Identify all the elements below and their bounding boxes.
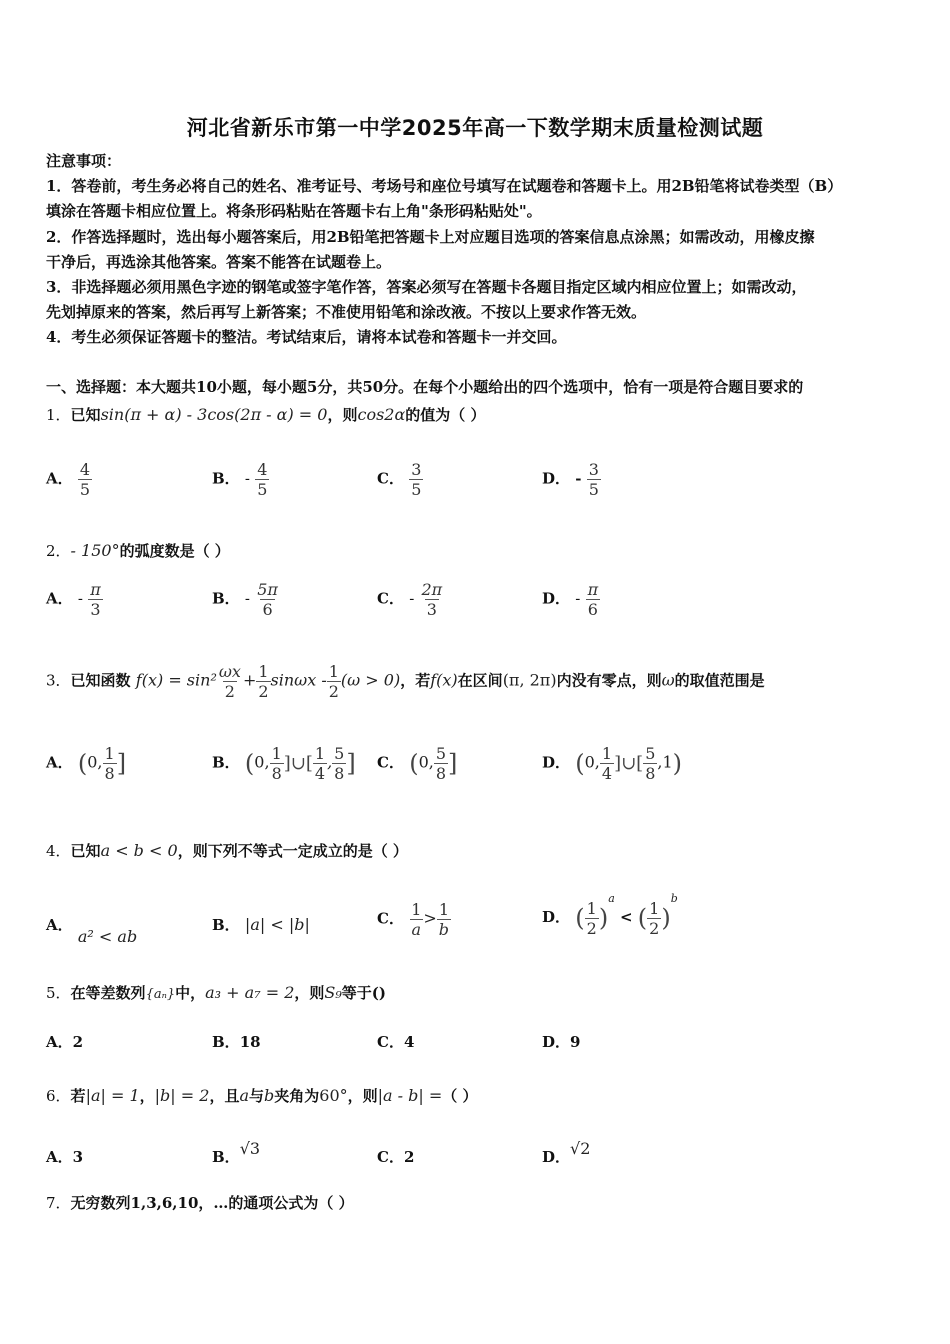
question-text: 已知 (70, 406, 101, 424)
q3-option-b[interactable] (212, 744, 356, 783)
q5-option-b[interactable] (212, 1031, 261, 1052)
numerator: 1 (328, 662, 339, 681)
option-value: 18 (239, 1033, 261, 1051)
option-label: D． (542, 469, 571, 488)
question-text: 的值为（ ） (405, 406, 486, 424)
denominator: 2 (649, 918, 660, 938)
numerator: 2π (421, 580, 443, 599)
paren: ] (448, 749, 458, 778)
question-number: 2． (46, 542, 71, 560)
exponent: b (670, 892, 678, 905)
fraction (88, 580, 103, 619)
denominator: 6 (262, 600, 273, 619)
formula: |a - b| = (377, 1086, 443, 1105)
option-label: A． (46, 1033, 73, 1051)
sequence: {aₙ} (145, 987, 176, 1002)
fraction (313, 744, 327, 783)
option-value: 2 (72, 1033, 84, 1051)
union: ]∪[ (283, 753, 313, 774)
denominator: 2 (258, 682, 269, 701)
sign: - (244, 469, 250, 488)
fraction (587, 460, 601, 499)
numerator: 1 (314, 744, 326, 763)
q4-option-c[interactable] (377, 900, 451, 939)
q2-option-b[interactable] (212, 580, 280, 619)
formula: cos2α (357, 405, 406, 424)
option-label: B． (212, 589, 240, 608)
omega-symbol: ω (661, 670, 675, 690)
option-label: D． (542, 908, 571, 926)
option-label: D． (542, 589, 571, 608)
paren: ] (116, 749, 127, 778)
question-text: ，则 (294, 984, 325, 1002)
formula: f(x) (430, 670, 458, 690)
question-text: ， (139, 1087, 155, 1105)
fraction (434, 744, 448, 783)
question-number: 5． (46, 984, 71, 1002)
formula: |a| = 1 (85, 1086, 140, 1105)
option-label: D． (542, 753, 571, 772)
question-number: 7． (46, 1194, 71, 1212)
question-text: 在等差数列 (70, 984, 146, 1002)
fraction (256, 662, 270, 701)
denominator: 8 (645, 764, 656, 783)
lt-sign: < (619, 908, 633, 926)
option-value: √3 (239, 1139, 261, 1158)
option-label: B． (212, 469, 240, 488)
numerator: 5π (257, 580, 278, 599)
numerator: 1 (601, 744, 613, 763)
formula: S₉ (324, 983, 342, 1002)
numerator: 5 (334, 744, 345, 763)
notice-line-3a: 3．非选择题必须用黑色字迹的钢笔或签字笔作答，答案必须写在答题卡各题目指定区域内相应位置上；如需改动， (46, 278, 807, 296)
numerator: 4 (257, 460, 268, 479)
paren: ( (77, 749, 88, 778)
question-text: ，且 (209, 1087, 240, 1105)
option-label: C． (377, 1148, 404, 1166)
option-label: D． (542, 1033, 571, 1051)
question-text: 已知 (70, 842, 101, 860)
comma: , (327, 752, 333, 772)
denominator: 5 (79, 480, 91, 499)
denominator: 8 (104, 764, 115, 783)
option-label: A． (46, 916, 73, 934)
fraction (586, 580, 601, 619)
denominator: 8 (334, 764, 345, 783)
denominator: 5 (411, 480, 422, 499)
formula: a < b < 0 (100, 841, 178, 860)
denominator: a (411, 920, 422, 939)
question-text: ，则 (347, 1087, 378, 1105)
denominator: 2 (586, 918, 597, 938)
fraction (437, 900, 451, 939)
numerator: 1 (438, 900, 449, 919)
question-text: （ ） (442, 1087, 478, 1105)
condition: (ω > 0) (340, 670, 401, 690)
denominator: b (438, 920, 450, 939)
value: 0, (254, 752, 270, 772)
fraction (600, 744, 614, 783)
numerator: π (90, 580, 101, 599)
question-6 (46, 1085, 478, 1106)
numerator: 1 (104, 744, 115, 763)
question-7 (46, 1192, 354, 1213)
q3-option-a[interactable] (46, 744, 126, 783)
question-text: 的取值范围是 (674, 671, 765, 690)
formula: sin(π + α) - 3cos(2π - α) = 0 (100, 405, 328, 424)
value: 0, (418, 752, 434, 772)
q1-option-a[interactable] (46, 460, 92, 499)
question-text: 等于() (341, 984, 386, 1002)
numerator: 3 (588, 460, 599, 479)
fraction (409, 460, 423, 499)
option-label: A． (46, 753, 73, 772)
denominator: 2 (328, 682, 339, 701)
inequality: a² < ab (77, 927, 138, 946)
q6-option-c[interactable] (377, 1146, 414, 1167)
sign: - (244, 589, 250, 608)
question-text: 在区间 (457, 671, 503, 690)
question-text: 与 (249, 1087, 265, 1105)
option-label: C． (377, 753, 404, 772)
numerator: 5 (435, 744, 447, 763)
option-label: C． (377, 469, 404, 488)
q6-option-a[interactable] (46, 1146, 83, 1167)
numerator: 1 (271, 744, 282, 763)
fraction (332, 744, 346, 783)
fraction (420, 580, 445, 619)
notice-line-4: 4．考生必须保证答题卡的整洁。考试结束后，请将本试卷和答题卡一并交回。 (46, 328, 567, 346)
numerator: 1 (411, 900, 422, 919)
exponent: a (608, 892, 615, 905)
notice-line-3b: 先划掉原来的答案，然后再写上新答案；不准使用铅笔和涂改液。不按以上要求作答无效。 (46, 303, 647, 321)
option-label: B． (212, 1033, 240, 1051)
vector: a (239, 1086, 249, 1105)
formula: a₃ + a₇ = 2 (205, 983, 295, 1002)
value: 0, (87, 752, 103, 772)
paren: ] (346, 749, 356, 778)
option-label: A． (46, 589, 73, 608)
numerator: ωx (218, 662, 241, 681)
denominator: 4 (314, 764, 326, 783)
fraction (327, 662, 341, 701)
interval: (π, 2π) (502, 670, 557, 690)
q2-option-a[interactable] (46, 580, 103, 619)
option-label: B． (212, 1148, 240, 1166)
denominator: 2 (224, 682, 235, 701)
question-number: 3． (46, 671, 71, 690)
value: ,1 (657, 752, 673, 772)
question-number: 1． (46, 406, 71, 424)
fraction (585, 899, 599, 938)
numerator: π (587, 580, 599, 599)
numerator: 1 (649, 898, 660, 918)
plus-sign: + (242, 670, 257, 690)
denominator: 5 (257, 480, 268, 499)
formula: - 150° (70, 541, 120, 560)
q3-option-d[interactable] (542, 744, 682, 783)
option-label: C． (377, 589, 404, 608)
q1-option-c[interactable] (377, 460, 423, 499)
notice-line-2b: 干净后，再选涂其他答案。答案不能答在试题卷上。 (46, 253, 392, 271)
question-2 (46, 540, 230, 561)
sign: - (575, 469, 582, 488)
notice-line-2a: 2．作答选择题时，选出每小题答案后，用2B铅笔把答题卡上对应题目选项的答案信息点涂黑；如需改动，用橡皮擦 (46, 228, 815, 246)
page-title: 河北省新乐市第一中学2025年高一下数学期末质量检测试题 (186, 116, 764, 140)
option-label: C． (377, 909, 404, 928)
q4-option-d[interactable] (542, 892, 678, 938)
option-value: 4 (403, 1033, 415, 1051)
denominator: 4 (601, 764, 613, 783)
gt-sign: > (423, 908, 437, 928)
fraction (270, 744, 284, 783)
q2-option-c[interactable] (377, 580, 444, 619)
question-text: 夹角为 (274, 1087, 320, 1105)
option-label: B． (212, 753, 240, 772)
inequality: |a| < |b| (244, 915, 310, 934)
denominator: 3 (426, 600, 437, 619)
option-label: A． (46, 469, 73, 488)
q4-option-b[interactable] (212, 914, 310, 935)
option-value: √2 (570, 1139, 591, 1158)
denominator: 5 (588, 480, 599, 499)
paren: ( (409, 749, 419, 778)
q2-option-d[interactable] (542, 580, 600, 619)
fraction (78, 460, 92, 499)
denominator: 3 (90, 600, 101, 619)
question-5 (46, 982, 386, 1003)
value: 0, (584, 752, 600, 772)
question-number: 4． (46, 842, 71, 860)
paren: ) (598, 904, 609, 932)
numerator: 3 (411, 460, 422, 479)
angle: 60° (319, 1086, 348, 1105)
q6-option-d[interactable] (542, 1139, 591, 1167)
option-label: A． (46, 1148, 73, 1166)
fraction (255, 580, 280, 619)
fraction (103, 744, 117, 783)
notice-heading: 注意事项： (46, 152, 122, 170)
option-value: 9 (570, 1033, 581, 1051)
q5-option-a[interactable] (46, 1031, 83, 1052)
sign: - (575, 589, 581, 608)
q1-option-b[interactable] (212, 460, 269, 499)
fraction (255, 460, 269, 499)
question-text: ，若 (400, 671, 431, 690)
paren: ( (637, 904, 648, 932)
q1-option-d[interactable] (542, 460, 601, 499)
question-text: 的弧度数是（ ） (119, 542, 230, 560)
question-text: 内没有零点，则 (556, 671, 662, 690)
numerator: 1 (586, 898, 597, 918)
q4-option-a[interactable] (46, 914, 138, 946)
vector: b (264, 1086, 275, 1105)
section-heading: 一、选择题：本大题共10小题，每小题5分，共50分。在每个小题给出的四个选项中，恰有一项是符合题目要求的 (46, 378, 804, 396)
sign: - (77, 589, 83, 608)
question-text: 若 (70, 1087, 86, 1105)
formula: |b| = 2 (154, 1086, 210, 1105)
fraction (647, 899, 661, 938)
option-label: B． (212, 916, 240, 934)
question-3 (46, 662, 765, 701)
question-text: 已知函数 (70, 671, 131, 690)
question-4 (46, 840, 408, 861)
question-1 (46, 404, 486, 425)
notice-line-1a: 1．答卷前，考生务必将自己的姓名、准考证号、考场号和座位号填写在试题卷和答题卡上。用2B铅笔将试卷类型（B） (46, 177, 843, 195)
question-text: 无穷数列1,3,6,10，…的通项公式为（ ） (70, 1194, 354, 1212)
q6-option-b[interactable] (212, 1139, 261, 1167)
option-label: C． (377, 1033, 404, 1051)
numerator: 4 (79, 460, 91, 479)
question-text: 中， (175, 984, 206, 1002)
option-value: 2 (403, 1148, 415, 1166)
paren: ) (672, 749, 683, 778)
numerator: 1 (258, 662, 269, 681)
notice-line-1b: 填涂在答题卡相应位置上。将条形码粘贴在答题卡右上角"条形码粘贴处"。 (46, 202, 542, 220)
option-label: D． (542, 1148, 571, 1166)
fraction (409, 900, 423, 939)
sign: - (409, 589, 415, 608)
paren: ( (244, 749, 255, 778)
fraction (217, 662, 243, 701)
denominator: 8 (435, 764, 447, 783)
denominator: 8 (271, 764, 282, 783)
paren: ) (661, 904, 671, 932)
option-value: 3 (72, 1148, 84, 1166)
question-text: ，则 (327, 406, 358, 424)
q5-option-d[interactable] (542, 1031, 580, 1052)
fraction (643, 744, 657, 783)
question-number: 6． (46, 1087, 71, 1105)
union: ]∪[ (614, 753, 644, 774)
denominator: 6 (587, 600, 598, 619)
paren: ( (575, 904, 585, 932)
formula: f(x) = sin² (135, 670, 217, 690)
numerator: 5 (645, 744, 656, 763)
formula: sinωx - (270, 670, 327, 690)
question-text: ，则下列不等式一定成立的是（ ） (177, 842, 408, 860)
q5-option-c[interactable] (377, 1031, 414, 1052)
paren: ( (575, 749, 585, 778)
q3-option-c[interactable] (377, 744, 457, 783)
